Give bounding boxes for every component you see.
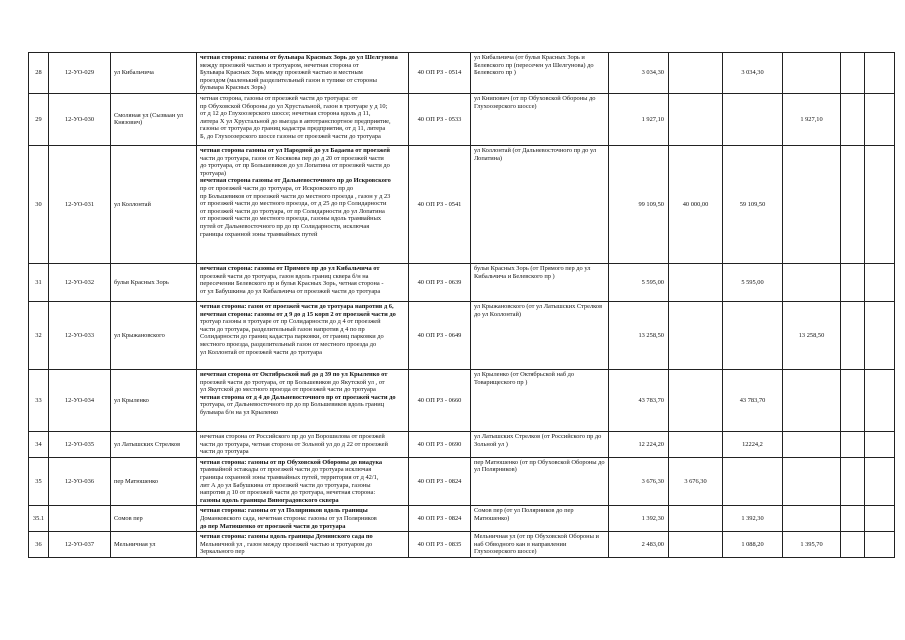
road-location-cell: бульв Красных Зорь (от Прямого пер до ул Кибальчича и Белевского пр )	[471, 263, 609, 301]
description-line: нечетная сторона от Октябрьской наб до д 39 по ул Крыленко от	[200, 370, 388, 378]
description-line: газоны вдоль границы Виноградовского сквера	[200, 496, 339, 504]
area-category-1-cell	[669, 369, 723, 431]
row-number-cell: 28	[29, 53, 49, 94]
description-line: тротуара, от Дальневосточного пр до пр Большевиков вдоль границ	[200, 401, 385, 409]
area-category-2-cell: 59 109,50	[723, 145, 783, 263]
area-category-1-cell	[669, 263, 723, 301]
empty-cell	[865, 93, 895, 145]
description-line: нечетная сторона: газоны от Прямого пр до ул Кибальчича от	[200, 264, 380, 272]
object-code-cell: 12-УО-031	[49, 145, 111, 263]
area-category-3-cell	[783, 457, 841, 506]
road-location-cell: ул Кибальчича (от бульв Красных Зорь и Белевского пр (пересечен ул Шелгунова) до Белевского пр )	[471, 53, 609, 94]
description-line: от проезжей части до местного проезда, газоны вдоль трамвайных	[200, 215, 382, 223]
description-line: нечетная сторона: газоны от д 9 до д 15 корп 2 от проезжей части до	[200, 310, 396, 318]
area-description-cell	[197, 53, 409, 94]
area-category-1-cell: 3 676,30	[669, 457, 723, 506]
table-body	[29, 53, 895, 558]
empty-cell	[841, 506, 865, 532]
table-row	[29, 532, 895, 558]
road-location-cell: ул Крыленко (от Октябрьской наб до Товарищеского пр )	[471, 369, 609, 431]
description-line: четная сторона: газоны от пр Обуховской Обороны до виадука	[200, 458, 383, 466]
description-line: нечетная сторона газоны от Дальневосточного пр до Искровского	[200, 177, 391, 185]
registry-number-cell: 40 ОП РЗ - 0690	[409, 431, 471, 457]
area-category-1-cell	[669, 53, 723, 94]
area-category-3-cell	[783, 369, 841, 431]
registry-number-cell: 40 ОП РЗ - 0835	[409, 532, 471, 558]
area-category-2-cell: 5 595,00	[723, 263, 783, 301]
registry-number-cell: 40 ОП РЗ - 0824	[409, 506, 471, 532]
area-description-cell	[197, 263, 409, 301]
empty-cell	[865, 53, 895, 94]
description-line: пересечении Белевского пр и бульв Красных Зорь, четная сторона -	[200, 280, 384, 288]
description-line: границы охранной зоны трамвайных путей, территория от д 42/1,	[200, 473, 379, 481]
description-line: бульвара Красных Зорь)	[200, 84, 266, 92]
row-number-cell: 32	[29, 301, 49, 369]
area-description-cell	[197, 145, 409, 263]
description-line: четная сторона: газоны от ул Полярников вдоль границы	[200, 507, 368, 515]
table-row	[29, 145, 895, 263]
table-row	[29, 369, 895, 431]
description-line: части до тротуара, разделительный газон напротив д 4 по пр	[200, 325, 365, 333]
description-line: от проезжей части до тротуара, от пр Солидарности до ул Лопатина	[200, 207, 385, 215]
description-line: Зеркального пер	[200, 548, 245, 556]
empty-cell	[865, 301, 895, 369]
area-category-2-cell: 12224,2	[723, 431, 783, 457]
empty-cell	[865, 369, 895, 431]
road-location-cell: пер Матюшенко (от пр Обуховской Обороны до ул Полярников)	[471, 457, 609, 506]
street-name-cell: пер Матюшенко	[111, 457, 197, 506]
registry-number-cell: 40 ОП РЗ - 0824	[409, 457, 471, 506]
total-area-cell: 1 927,10	[609, 93, 669, 145]
street-name-cell: ул Крыжановского	[111, 301, 197, 369]
empty-cell	[841, 263, 865, 301]
table-row	[29, 506, 895, 532]
area-category-1-cell: 40 000,00	[669, 145, 723, 263]
description-line: четная сторона от д 4 до Дальневосточного пр от проезжей части до	[200, 393, 396, 401]
object-code-cell	[49, 506, 111, 532]
landscaping-table	[28, 52, 895, 558]
table-row	[29, 301, 895, 369]
area-category-3-cell	[783, 263, 841, 301]
description-line: четная сторона газоны от ул Народной до ул Бадаева от проезжей	[200, 146, 390, 154]
row-number-cell: 35.1	[29, 506, 49, 532]
area-description-cell	[197, 457, 409, 506]
area-category-3-cell: 1 927,10	[783, 93, 841, 145]
description-line: ул Якутской до местного проезда от проезжей части до тротуара	[200, 386, 376, 394]
description-line: четная сторона: газоны вдоль границы Деминского сада по	[200, 533, 373, 541]
table-row	[29, 53, 895, 94]
area-category-1-cell	[669, 506, 723, 532]
description-line: пр Большевиков от проезжей части до местного проезда , газон у д 23	[200, 192, 391, 200]
description-line: пр Обуховской Обороны до ул Хрустальной, газон в тротуаре у д 10;	[200, 102, 388, 110]
area-category-2-cell: 1 392,30	[723, 506, 783, 532]
object-code-cell: 12-УО-036	[49, 457, 111, 506]
row-number-cell: 36	[29, 532, 49, 558]
description-line: части до тротуара, газон от Косякова пер до д 20 от проезжей части	[200, 154, 384, 162]
area-category-2-cell: 1 088,20	[723, 532, 783, 558]
empty-cell	[841, 431, 865, 457]
total-area-cell: 2 483,00	[609, 532, 669, 558]
description-line: напротив д 10 от проезжей части до тротуара, нечетная сторона:	[200, 489, 376, 497]
road-location-cell: ул Коллонтай (от Дальневосточного пр до ул Лопатина)	[471, 145, 609, 263]
area-category-3-cell	[783, 506, 841, 532]
road-location-cell: Мельничная ул (от пр Обуховской Обороны и наб Обводного кан в направлении Глухоозерского шоссе)	[471, 532, 609, 558]
empty-cell	[865, 431, 895, 457]
total-area-cell: 43 783,70	[609, 369, 669, 431]
description-line: от ул Бабушкина до ул Кибальчича от проезжей части до тротуара	[200, 287, 381, 295]
description-line: Б, до Глухоозерского шоссе газоны от проезжей части до тротуара	[200, 132, 381, 140]
table-row	[29, 93, 895, 145]
registry-number-cell: 40 ОП РЗ - 0541	[409, 145, 471, 263]
row-number-cell: 31	[29, 263, 49, 301]
area-category-1-cell	[669, 301, 723, 369]
description-line: трамвайной эстакады от проезжей части до тротуара исключая	[200, 466, 372, 474]
area-description-cell	[197, 369, 409, 431]
registry-number-cell: 40 ОП РЗ - 0649	[409, 301, 471, 369]
description-line: ул Коллонтай от проезжей части до тротуара	[200, 348, 322, 356]
description-line: проезжей части до тротуара, газон вдоль границ сквера б/н на	[200, 272, 369, 280]
object-code-cell: 12-УО-034	[49, 369, 111, 431]
registry-number-cell: 40 ОП РЗ - 0533	[409, 93, 471, 145]
object-code-cell: 12-УО-035	[49, 431, 111, 457]
street-name-cell: ул Кибальчича	[111, 53, 197, 94]
empty-cell	[841, 532, 865, 558]
description-line: части до тротуара	[200, 448, 249, 456]
object-code-cell: 12-УО-037	[49, 532, 111, 558]
empty-cell	[841, 301, 865, 369]
area-category-3-cell: 13 258,50	[783, 301, 841, 369]
description-line: от д 12 до Глухоозерского шоссе; нечетная сторона вдоль д 11,	[200, 110, 371, 118]
total-area-cell: 3 034,30	[609, 53, 669, 94]
area-category-3-cell: 1 395,70	[783, 532, 841, 558]
row-number-cell: 30	[29, 145, 49, 263]
road-location-cell: ул Крыжановского (от ул Латышских Стрелков до ул Коллонтай)	[471, 301, 609, 369]
area-description-cell	[197, 532, 409, 558]
description-line: газоны от тротуара до границ кадастра предприятия, от д 11, литера	[200, 125, 386, 133]
description-line: до тротуара, от пр Большевиков до ул Лопатина от проезжей части до	[200, 162, 390, 170]
empty-cell	[841, 457, 865, 506]
registry-number-cell: 40 ОП РЗ - 0514	[409, 53, 471, 94]
description-line: путей от Дальневосточного пр до пр Солидарности, исключая	[200, 222, 370, 230]
description-line: пр от проезжей части до тротуара, от Искровского пр до	[200, 184, 354, 192]
total-area-cell: 3 676,30	[609, 457, 669, 506]
description-line: между проезжей частью и тротуаром, нечетная сторона от	[200, 61, 359, 69]
description-line: до пер Матюшенко от проезжей части до тротуара	[200, 522, 346, 530]
description-line: границы охранной зоны трамвайных путей	[200, 230, 318, 238]
total-area-cell: 1 392,30	[609, 506, 669, 532]
table-row	[29, 431, 895, 457]
area-description-cell	[197, 506, 409, 532]
street-name-cell: ул Крыленко	[111, 369, 197, 431]
description-line: четная сторона: газоны от бульвара Красных Зорь до ул Шелгунова	[200, 54, 398, 61]
road-location-cell: ул Книпович (от пр Обуховской Обороны до Глухоозерского шоссе)	[471, 93, 609, 145]
area-category-1-cell	[669, 532, 723, 558]
empty-cell	[841, 93, 865, 145]
empty-cell	[865, 532, 895, 558]
area-category-3-cell	[783, 431, 841, 457]
row-number-cell: 35	[29, 457, 49, 506]
empty-cell	[841, 53, 865, 94]
total-area-cell: 99 109,50	[609, 145, 669, 263]
object-code-cell: 12-УО-030	[49, 93, 111, 145]
area-category-2-cell	[723, 93, 783, 145]
description-line: части до тротуара, четная сторона от Зольной ул до д 22 от проезжей	[200, 440, 388, 448]
object-code-cell: 12-УО-033	[49, 301, 111, 369]
empty-cell	[865, 506, 895, 532]
area-category-2-cell: 3 034,30	[723, 53, 783, 94]
description-line: тротуар газоны в тротуаре от пр Солидарности до д 4 от проезжей	[200, 318, 381, 326]
road-location-cell: Сомов пер (от ул Полярников до пер Матюшенко)	[471, 506, 609, 532]
registry-number-cell: 40 ОП РЗ - 0660	[409, 369, 471, 431]
object-code-cell: 12-УО-032	[49, 263, 111, 301]
street-name-cell: Сомов пер	[111, 506, 197, 532]
object-code-cell: 12-УО-029	[49, 53, 111, 94]
street-name-cell: бульв Красных Зорь	[111, 263, 197, 301]
area-category-3-cell	[783, 53, 841, 94]
table-row	[29, 263, 895, 301]
street-name-cell: ул Коллонтай	[111, 145, 197, 263]
empty-cell	[865, 145, 895, 263]
area-description-cell	[197, 93, 409, 145]
area-category-2-cell	[723, 301, 783, 369]
row-number-cell: 33	[29, 369, 49, 431]
road-location-cell: ул Латышских Стрелков (от Российского пр до Зольной ул )	[471, 431, 609, 457]
area-category-2-cell: 43 783,70	[723, 369, 783, 431]
row-number-cell: 34	[29, 431, 49, 457]
description-line: местного проезда, разделительный газон от местного проезда до	[200, 340, 377, 348]
street-name-cell: Смоляная ул (Сызваан ул Князович)	[111, 93, 197, 145]
total-area-cell: 12 224,20	[609, 431, 669, 457]
description-line: четная сторона: газон от проезжей части до тротуара напротив д 6,	[200, 302, 394, 310]
description-line: Бульвара Красных Зорь между проезжей частью и местным	[200, 69, 363, 77]
area-description-cell	[197, 301, 409, 369]
description-line: тротуара)	[200, 169, 226, 177]
description-line: Доманковского сада, нечетная сторона: газоны от ул Полярников	[200, 514, 377, 522]
description-line: четная сторона, газоны от проезжей части до тротуара: от	[200, 94, 358, 102]
row-number-cell: 29	[29, 93, 49, 145]
table-row	[29, 457, 895, 506]
description-line: нечетная сторона от Российского пр до ул Ворошилова от проезжей	[200, 432, 385, 440]
description-line: проезжей части до тротуара, от пр Большевиков до Якутской ул , от	[200, 378, 385, 386]
street-name-cell: Мельничная ул	[111, 532, 197, 558]
empty-cell	[841, 369, 865, 431]
description-line: проездом (маленький разделительный газон в тупике от стороны	[200, 76, 377, 84]
description-line: Солидарности до границ кадастра парковки, от границ парковки до	[200, 333, 384, 341]
area-category-1-cell	[669, 93, 723, 145]
area-category-1-cell	[669, 431, 723, 457]
area-description-cell	[197, 431, 409, 457]
description-line: литера Х ул Хрустальной до выезда в автотранспортное предприятие,	[200, 117, 391, 125]
registry-number-cell: 40 ОП РЗ - 0639	[409, 263, 471, 301]
total-area-cell: 13 258,50	[609, 301, 669, 369]
description-line: бульвара б/н на ул Крыленко	[200, 408, 279, 416]
empty-cell	[865, 457, 895, 506]
description-line: лит А до ул Бабушкина от проезжей части до тротуара, газоны	[200, 481, 371, 489]
street-name-cell: ул Латышских Стрелков	[111, 431, 197, 457]
description-line: Мельничной ул , газон между проезжей частью и тротуаром до	[200, 540, 373, 548]
area-category-3-cell	[783, 145, 841, 263]
description-line: от проезжей части до местного проезда, от д 25 до пр Солидарности	[200, 200, 387, 208]
area-category-2-cell	[723, 457, 783, 506]
total-area-cell: 5 595,00	[609, 263, 669, 301]
empty-cell	[865, 263, 895, 301]
empty-cell	[841, 145, 865, 263]
